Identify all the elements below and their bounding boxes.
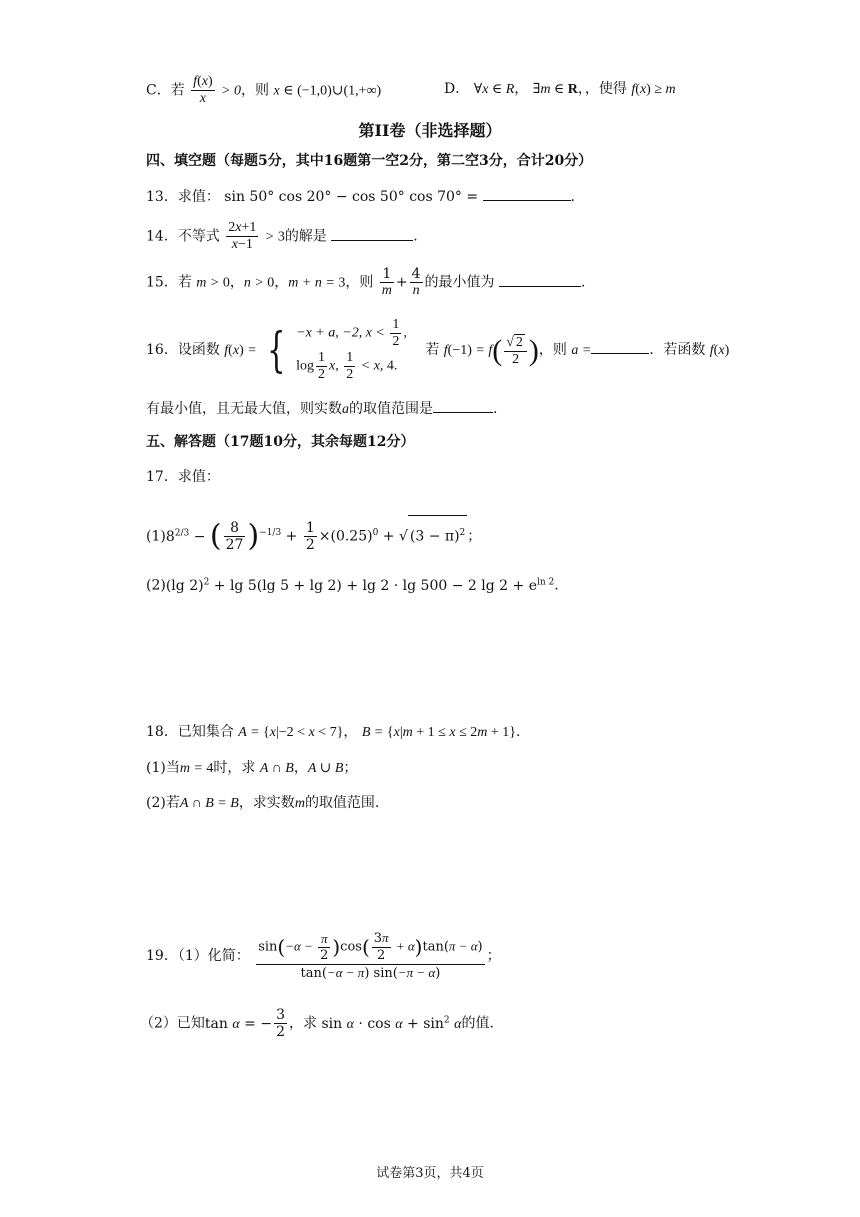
answer-blank [331, 226, 413, 241]
answer-blank [499, 272, 581, 287]
page-footer: 试卷第3页，共4页 [376, 1166, 484, 1181]
question-19: 19．（1）化简： sin(−α − $\frac{\pi}{2}$ )cos( $\frac{3\pi}{2}$ + α)tan(π − α) tan(−α − π) sin(−π − α) ； [146, 930, 501, 981]
question-15: 15．若 m > 0，n > 0，m + n = 3，则 $\frac{1}{m}$ + $\frac{4}{n}$ 的最小值为 . [146, 266, 586, 298]
part5-title: 五、解答题（17题10分，其余每题12分） [146, 434, 415, 450]
question-16: 16．设函数 f(x) = { −x + a, −2, x < $\frac{1}{2}$ , log $\frac{1}{2}$ x, $\frac{1}{2}$ < x, 4. 若 f(−1) = f( $\frac{√ 2}{2}$ )，则 a = ．若函数 f(x) [146, 317, 730, 382]
question-18: 18．已知集合 A = {x|−2 < x < 7}， B = {x|m + 1 ≤ x ≤ 2m + 1}. [146, 724, 521, 740]
section-title: 第II卷（非选择题） [358, 121, 502, 140]
option-d: D． ∀x ∈ R， ∃m ∈ R，，使得 f(x) ≥ m [444, 81, 676, 97]
question-17-part2: (2)(lg 2)$^2$ + lg 5(lg 5 + lg 2) + lg 2 · lg 500 − 2 $\lg 2 + e^{ln 2}$. [146, 577, 559, 594]
fx-over-x: $\frac{f(x)}{x}$ [193, 74, 213, 106]
question-18-part2: (2)若A ∩ B = B，求实数m的取值范围. [146, 795, 380, 811]
option-c: C．若 $\frac{f(x)}{x}$ > 0，则 x ∈ (−1,0)∪(1,+∞) [146, 74, 382, 106]
answer-blank [483, 186, 571, 201]
answer-blank [433, 398, 493, 413]
question-19-part2: （2）已知tan α = − $\frac{3}{2}$ ，求 $\sin \alpha \cdot \cos \alpha + \sin^2 \alpha$的值. [140, 1007, 494, 1041]
part4-title: 四、填空题（每题5分，其中16题第一空2分，第二空3分，合计20分） [146, 153, 593, 169]
question-17-part1: $(1)8^{2/3}$ − ( $\frac{8}{27}$ )$^{-1/3}$ + $\frac{1}{2}$ $\times(0.25)^0$ + √ $(3 - \pi)^2$ ； [146, 515, 481, 549]
answer-blank [591, 339, 649, 354]
question-14: 14．不等式 $\frac{2x+1}{x-1}$ > 3的解是 . [146, 220, 418, 252]
question-18-part1: (1)当m = 4时，求 A ∩ B，A ∪ B； [146, 760, 358, 776]
option-d-label: D． [444, 81, 470, 97]
question-13: 13．求值： sin 50° cos 20° − cos 50° cos 70° = . [146, 186, 575, 207]
question-17: 17．求值： [146, 469, 220, 485]
option-c-label: C．若 [146, 82, 185, 99]
question-16-cont: 有最小值，且无最大值，则实数a的取值范围是 . [146, 398, 497, 420]
